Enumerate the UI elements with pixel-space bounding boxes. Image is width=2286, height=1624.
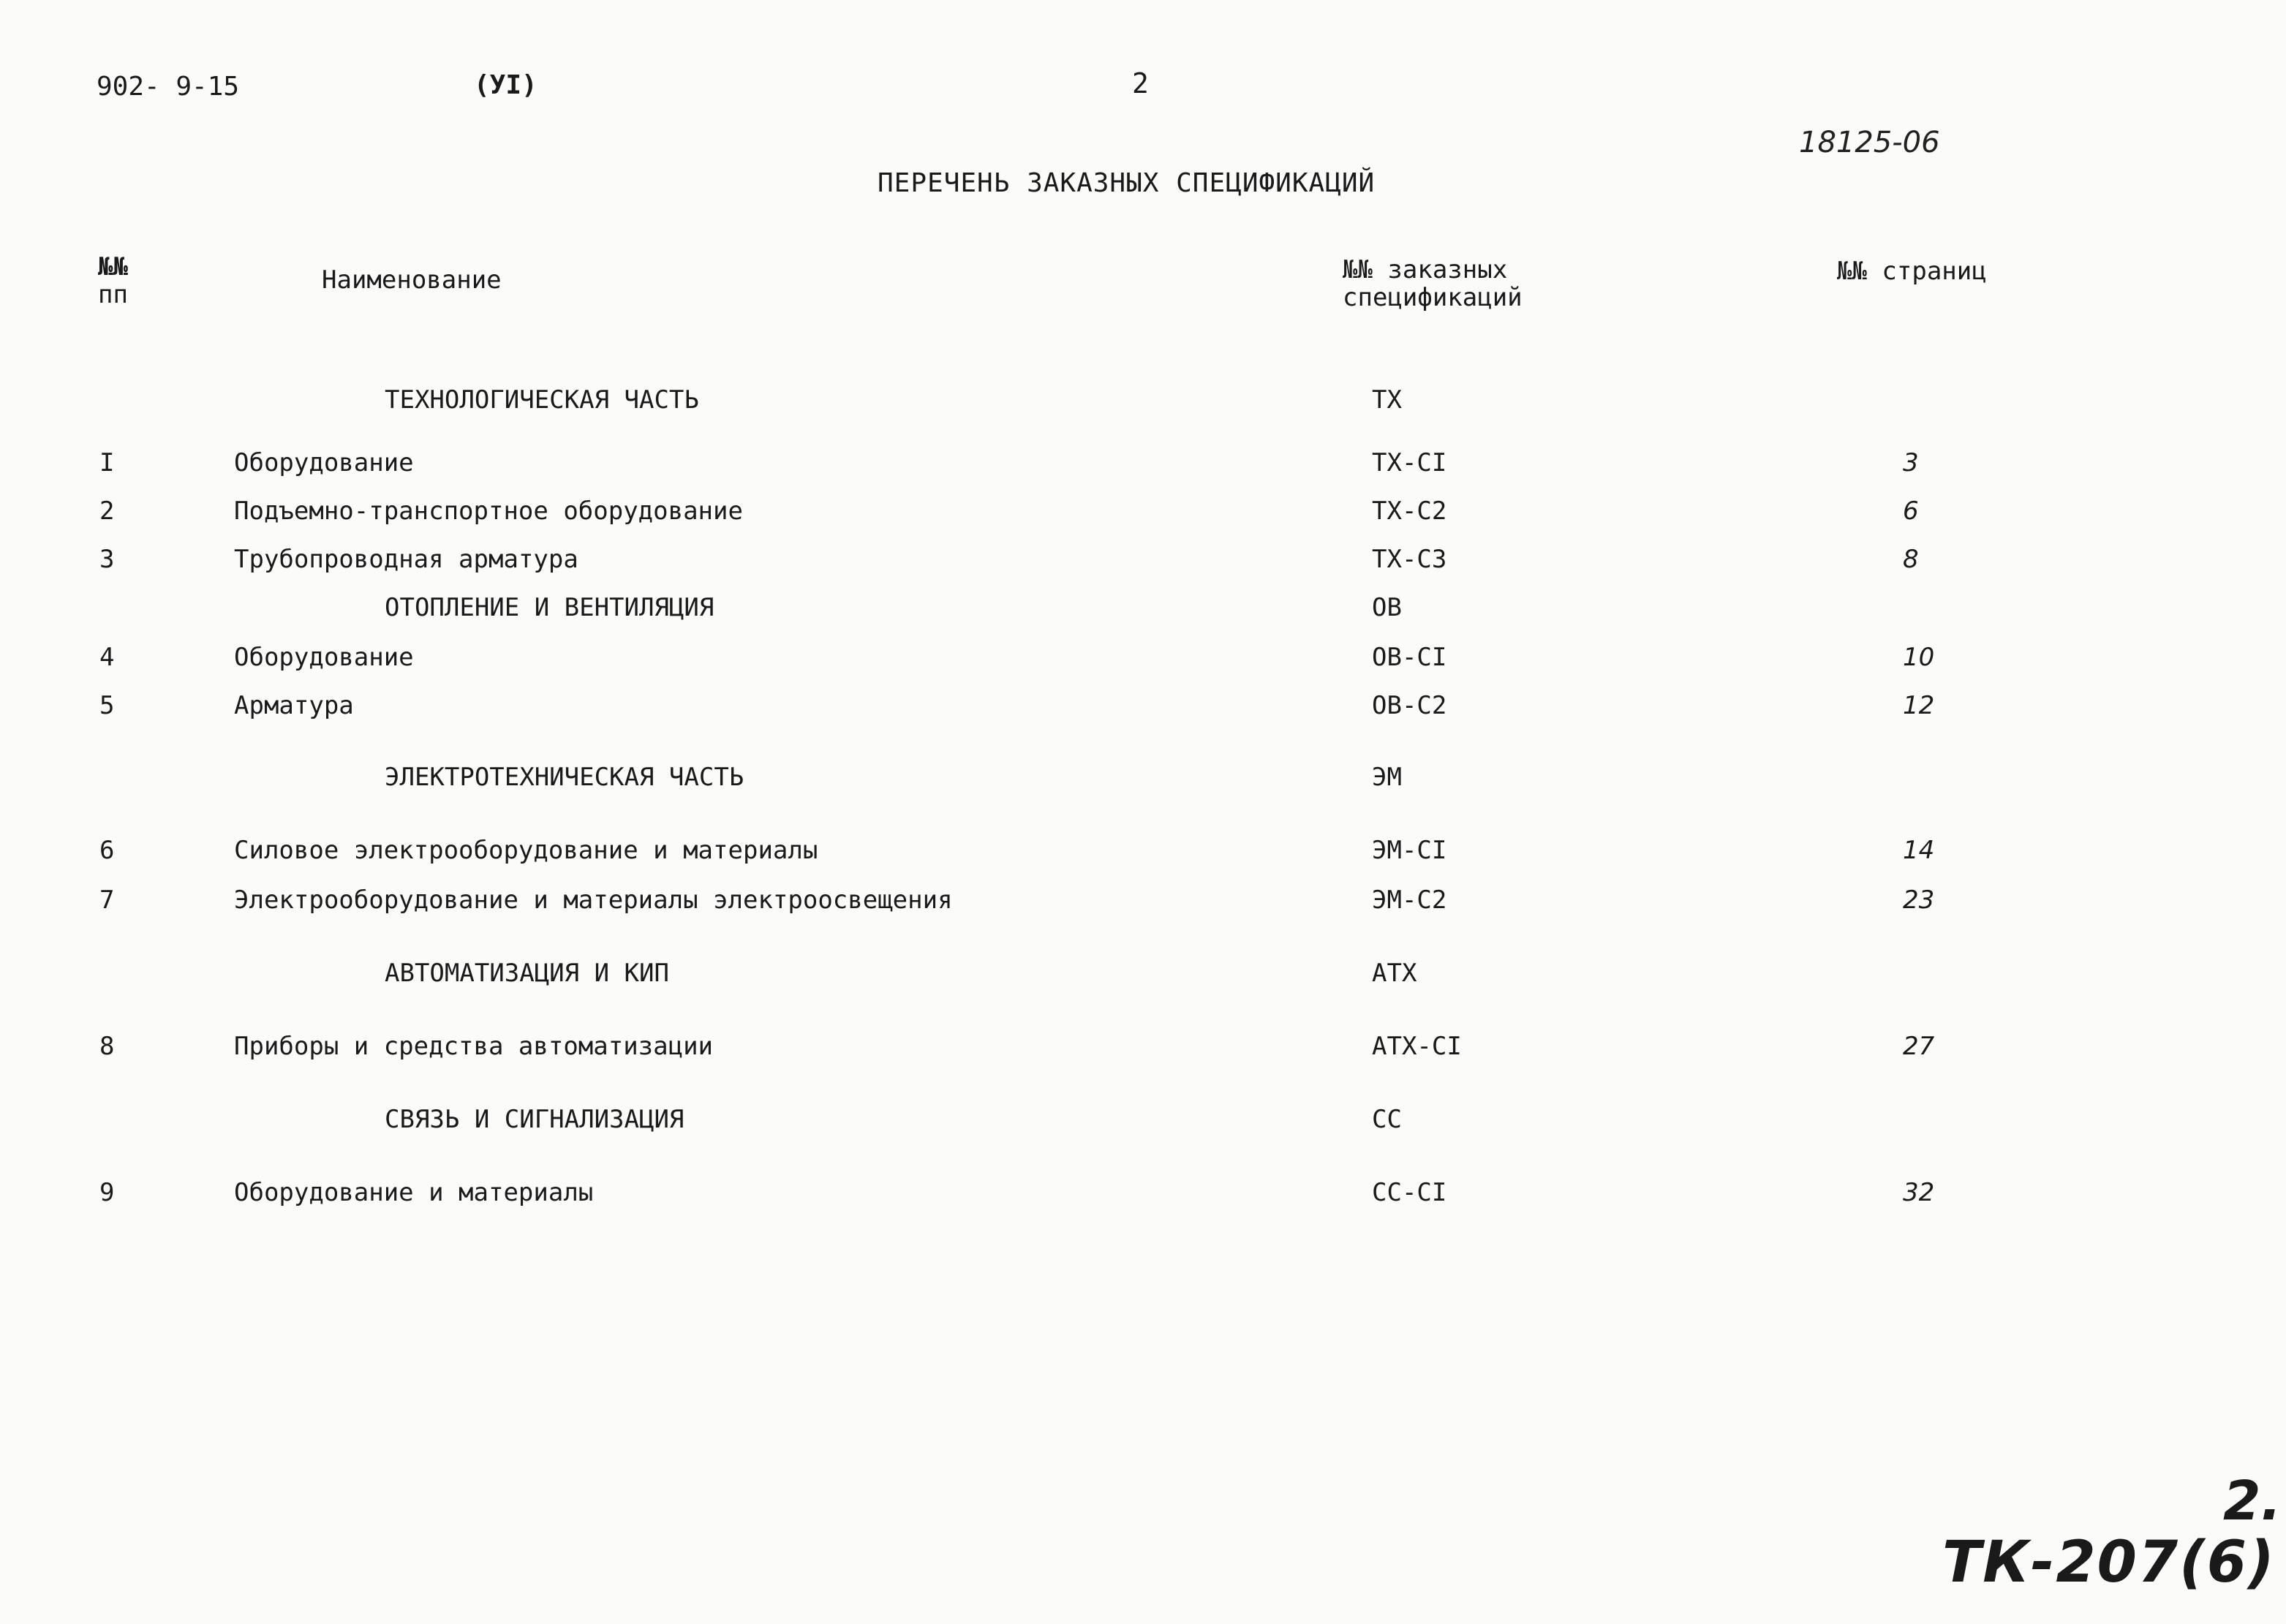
- row-number: 6: [99, 836, 115, 865]
- table-row: [0, 1176, 2286, 1209]
- section-row: [0, 760, 2286, 794]
- column-header-spec: [1343, 256, 1523, 311]
- table-row: [0, 1030, 2286, 1063]
- row-name: Оборудование и материалы: [234, 1178, 594, 1207]
- table-row: [0, 834, 2286, 867]
- spec-code: ЭМ: [1372, 763, 1402, 792]
- page-reference: 12: [1903, 691, 1935, 720]
- page-number: 2: [1132, 67, 1149, 99]
- spec-code: ЭМ-СI: [1372, 836, 1447, 865]
- sheet-mark-handwritten: 2.: [2223, 1470, 2282, 1533]
- archive-number: 18125-06: [1799, 126, 1940, 159]
- page-reference: 23: [1903, 885, 1935, 915]
- row-number: 8: [99, 1032, 115, 1061]
- column-header-spec-line1: №№ заказных: [1343, 255, 1508, 284]
- page-reference: 14: [1903, 836, 1935, 865]
- row-name: Оборудование: [234, 448, 414, 477]
- table-row: [0, 641, 2286, 674]
- section-row: [0, 956, 2286, 990]
- row-name: Оборудование: [234, 643, 414, 672]
- row-number: 2: [99, 496, 115, 526]
- document-section-label: (УI): [474, 70, 537, 100]
- spec-code: ОВ: [1372, 593, 1402, 622]
- spec-code: СС: [1372, 1105, 1402, 1134]
- row-name: Арматура: [234, 691, 354, 720]
- row-name: Трубопроводная арматура: [234, 545, 578, 574]
- spec-code: ТХ-С3: [1372, 545, 1447, 574]
- row-number: 9: [99, 1178, 115, 1207]
- column-header-spec-line2: спецификаций: [1343, 283, 1523, 312]
- section-title: СВЯЗЬ И СИГНАЛИЗАЦИЯ: [385, 1105, 684, 1134]
- table-row: [0, 543, 2286, 576]
- table-row: [0, 446, 2286, 480]
- spec-code: ОВ-СI: [1372, 643, 1447, 672]
- table-row: [0, 689, 2286, 722]
- section-title: ТЕХНОЛОГИЧЕСКАЯ ЧАСТЬ: [385, 385, 699, 415]
- row-name: Приборы и средства автоматизации: [234, 1032, 714, 1061]
- page-reference: 6: [1903, 496, 1919, 526]
- spec-code: ОВ-С2: [1372, 691, 1447, 720]
- column-header-name: Наименование: [322, 265, 502, 295]
- column-header-number-line1: №№: [98, 252, 128, 282]
- section-row: [0, 383, 2286, 417]
- section-title: ЭЛЕКТРОТЕХНИЧЕСКАЯ ЧАСТЬ: [385, 763, 744, 792]
- document-code: 902- 9-15: [97, 72, 240, 102]
- spec-code: АТХ-СI: [1372, 1032, 1462, 1061]
- page-reference: 10: [1903, 643, 1935, 672]
- spec-code: ТХ-С2: [1372, 496, 1447, 526]
- column-header-pages: №№ страниц: [1837, 257, 1987, 286]
- spec-code: ЭМ-С2: [1372, 885, 1447, 915]
- album-mark-handwritten: ТК-207(6): [1942, 1530, 2276, 1595]
- section-title: ОТОПЛЕНИЕ И ВЕНТИЛЯЦИЯ: [385, 593, 714, 622]
- row-name: Электрооборудование и материалы электроосвещения: [234, 885, 953, 915]
- table-row: [0, 494, 2286, 528]
- page-reference: 27: [1903, 1032, 1935, 1061]
- row-number: I: [99, 448, 115, 477]
- row-number: 7: [99, 885, 115, 915]
- page-reference: 8: [1903, 545, 1919, 574]
- spec-code: СС-СI: [1372, 1178, 1447, 1207]
- section-row: [0, 591, 2286, 624]
- column-header-number-line2: пп: [98, 280, 128, 309]
- column-header-number: [98, 253, 128, 309]
- row-name: Подъемно-транспортное оборудование: [234, 496, 743, 526]
- spec-code: АТХ: [1372, 959, 1417, 988]
- document-title: ПЕРЕЧЕНЬ ЗАКАЗНЫХ СПЕЦИФИКАЦИЙ: [878, 168, 1376, 198]
- section-row: [0, 1103, 2286, 1136]
- row-number: 3: [99, 545, 115, 574]
- spec-code: ТХ: [1372, 385, 1402, 415]
- page-reference: 32: [1903, 1178, 1935, 1207]
- row-number: 4: [99, 643, 115, 672]
- table-row: [0, 883, 2286, 917]
- page-reference: 3: [1903, 448, 1919, 477]
- row-number: 5: [99, 691, 115, 720]
- section-title: АВТОМАТИЗАЦИЯ И КИП: [385, 959, 669, 988]
- row-name: Силовое электрооборудование и материалы: [234, 836, 818, 865]
- spec-code: ТХ-СI: [1372, 448, 1447, 477]
